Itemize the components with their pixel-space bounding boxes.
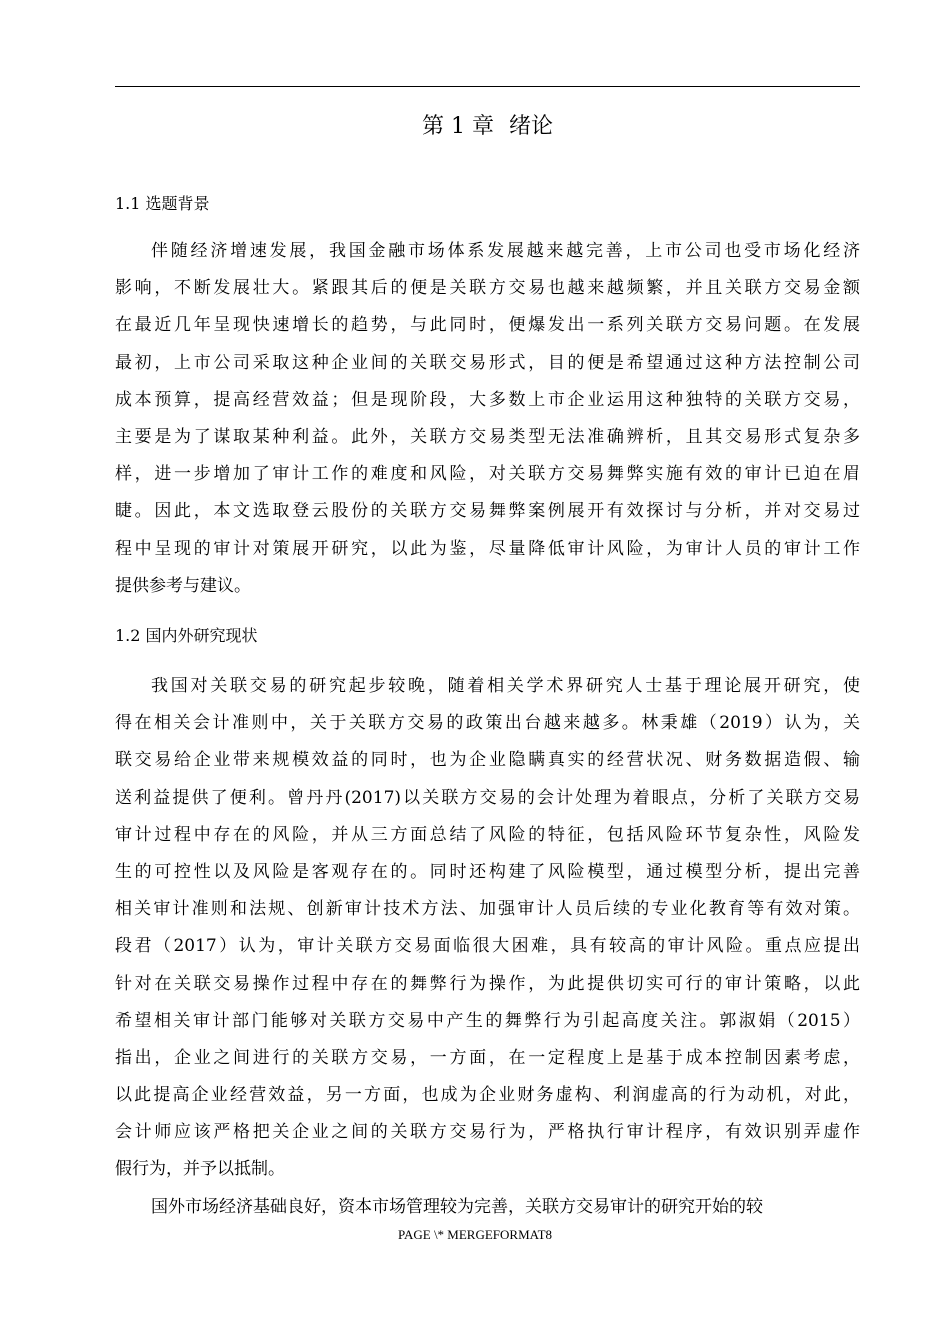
text-line: 影响，不断发展壮大。紧跟其后的便是关联方交易也越来越频繁，并且关联方交易金额: [115, 278, 860, 299]
chapter-name: 绪论: [508, 114, 553, 139]
text-line: 指出，企业之间进行的关联方交易，一方面，在一定程度上是基于成本控制因素考虑，: [115, 1047, 860, 1068]
header-rule: [115, 86, 860, 87]
text-line: 审计过程中存在的风险，并从三方面总结了风险的特征，包括风险环节复杂性，风险发: [115, 824, 860, 845]
text-line: 成本预算，提高经营效益；但是现阶段，大多数上市企业运用这种独特的关联方交易，: [115, 389, 860, 410]
text-line: 主要是为了谋取某种利益。此外，关联方交易类型无法准确辨析，且其交易形式复杂多: [115, 426, 860, 447]
text-line: 送利益提供了便利。曾丹丹(2017)以关联方交易的会计处理为着眼点，分析了关联方交易: [115, 787, 860, 808]
text-line: 段君（2017）认为，审计关联方交易面临很大困难，具有较高的审计风险。重点应提出: [115, 936, 860, 957]
page-footer: PAGE \* MERGEFORMAT8: [397, 1227, 553, 1242]
text-line: 最初，上市公司采取这种企业间的关联交易形式，目的便是希望通过这种方法控制公司: [115, 352, 860, 373]
section-heading-1-2: 1.2 国内外研究现状: [115, 626, 258, 645]
text-line: 样，进一步增加了审计工作的难度和风险，对关联方交易舞弊实施有效的审计已迫在眉: [115, 464, 860, 485]
text-line: 在最近几年呈现快速增长的趋势，与此同时，便爆发出一系列关联方交易问题。在发展: [115, 315, 860, 336]
chapter-title: [115, 110, 860, 144]
text-line: 程中呈现的审计对策展开研究，以此为鉴，尽量降低审计风险，为审计人员的审计工作: [115, 538, 860, 559]
text-line: 会计师应该严格把关企业之间的关联方交易行为，严格执行审计程序，有效识别弄虚作: [115, 1122, 860, 1143]
text-line: 希望相关审计部门能够对关联方交易中产生的舞弊行为引起高度关注。郭淑娟（2015）: [115, 1010, 860, 1031]
paragraph-research-domestic: [115, 668, 860, 1226]
text-line: 联交易给企业带来规模效益的同时，也为企业隐瞒真实的经营状况、财务数据造假、输: [115, 750, 860, 771]
text-line: 相关审计准则和法规、创新审计技术方法、加强审计人员后续的专业化教育等有效对策。: [115, 899, 860, 920]
text-line: 针对在关联交易操作过程中存在的舞弊行为操作，为此提供切实可行的审计策略，以此: [115, 973, 860, 994]
text-line: 假行为，并予以抵制。: [115, 1159, 285, 1180]
text-line: 我国对关联交易的研究起步较晚，随着相关学术界研究人士基于理论展开研究，使: [151, 676, 860, 696]
chapter-number: 第 1 章: [422, 114, 494, 139]
section-heading-1-1: 1.1 选题背景: [115, 194, 210, 213]
text-line: 国外市场经济基础良好，资本市场管理较为完善，关联方交易审计的研究开始的较: [151, 1196, 763, 1217]
text-line: 提供参考与建议。: [115, 575, 251, 596]
text-line: 伴随经济增速发展，我国金融市场体系发展越来越完善，上市公司也受市场化经济: [151, 241, 860, 261]
text-line: 睫。因此，本文选取登云股份的关联方交易舞弊案例展开有效探讨与分析，并对交易过: [115, 501, 860, 522]
text-line: 生的可控性以及风险是客观存在的。同时还构建了风险模型，通过模型分析，提出完善: [115, 861, 860, 882]
text-line: 以此提高企业经营效益，另一方面，也成为企业财务虚构、利润虚高的行为动机，对此，: [115, 1085, 860, 1106]
paragraph-background: [115, 233, 860, 605]
text-line: 得在相关会计准则中，关于关联方交易的政策出台越来越多。林秉雄（2019）认为，关: [115, 713, 860, 734]
